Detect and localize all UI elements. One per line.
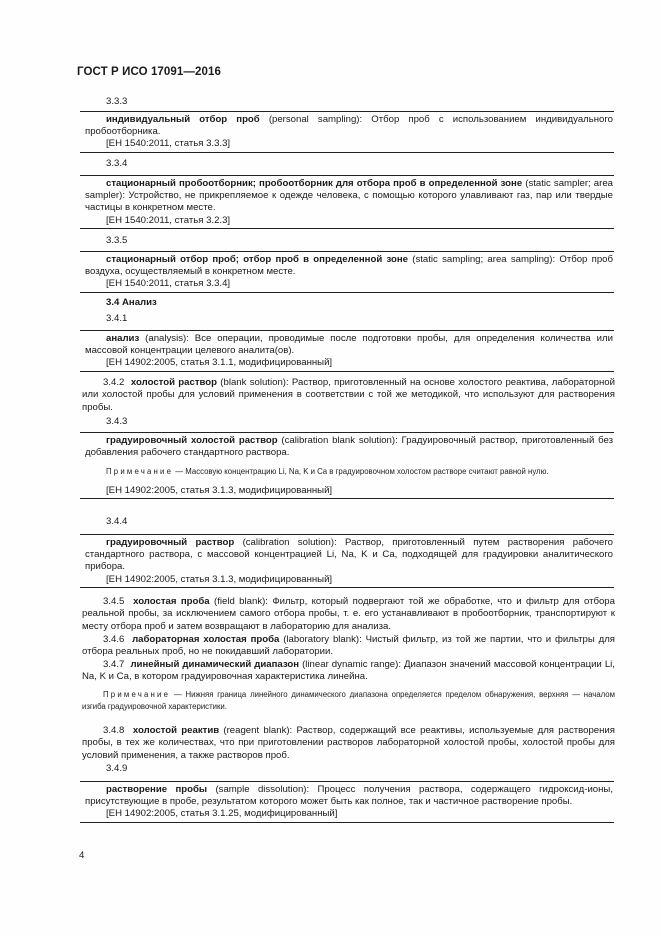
definition: (blank solution): Раствор, приготовленный на основе холостого реактива, лабораторной или холостой пробы для условий применения в соответствии с той же методикой, что используют для растворения пробы. bbox=[82, 377, 615, 413]
term-box bbox=[80, 175, 614, 229]
term-box bbox=[80, 534, 614, 588]
definition: (linear dynamic range): Диапазон значений массовой концентрации Li, Na, K и Ca, в котором градуировочная характеристика линейна. bbox=[82, 659, 615, 683]
definition: (calibration solution): Раствор, приготовленный путем растворения рабочего стандартного раствора, с массовой концентрацией Li, Na, K и Ca, подходящей для градуировки аналитического прибора. bbox=[85, 537, 613, 573]
definition: (personal sampling): Отбор проб с использованием индивидуального пробоотборника. bbox=[85, 114, 614, 138]
clause-number: 3.4.9 bbox=[106, 763, 128, 774]
clause-number: 3.4.5 bbox=[103, 596, 125, 607]
source-reference: [ЕН 14902:2005, статья 3.1.3, модифицированный] bbox=[106, 484, 333, 496]
definition: (static sampler; area sampler): Устройство, не прикрепляемое к одежде человека, с помощью которого улавливают газ, пар или твердые частицы в конкретном месте. bbox=[85, 178, 614, 214]
clause-number: 3.4.8 bbox=[103, 725, 125, 736]
term: холостая проба bbox=[133, 596, 210, 607]
term-box bbox=[80, 111, 614, 153]
note-text: — Массовую концентрацию Li, Na, K и Ca в градуировочном холостом растворе считают равной нулю. bbox=[173, 467, 549, 477]
term: линейный динамический диапазон bbox=[130, 659, 300, 670]
source-reference: [ЕН 14902:2005, статья 3.1.1, модифицированный] bbox=[106, 357, 333, 369]
note-text: — Нижняя граница линейного динамического диапазона определяется пределом обнаружения, верхняя — началом изгиба градуировочной характеристики. bbox=[82, 689, 615, 712]
clause-number: 3.4.6 bbox=[103, 634, 125, 645]
clause-number: 3.3.5 bbox=[106, 235, 128, 246]
source-reference: [ЕН 14902:2005, статья 3.1.25, модифицированный] bbox=[106, 808, 338, 820]
term: индивидуальный отбор проб bbox=[106, 114, 260, 125]
clause-number: 3.4.2 bbox=[103, 377, 125, 388]
definition: (static sampling; area sampling): Отбор проб воздуха, осуществляемый в конкретном месте. bbox=[85, 254, 613, 278]
term: растворение пробы bbox=[106, 784, 208, 795]
clause-number: 3.4.4 bbox=[106, 516, 128, 527]
term-paragraph bbox=[82, 725, 615, 762]
term: лабораторная холостая проба bbox=[132, 634, 280, 645]
term: градуировочный холостой раствор bbox=[106, 435, 278, 446]
note-label: Примечание bbox=[103, 689, 171, 699]
clause-number: 3.3.3 bbox=[106, 96, 128, 107]
term-paragraph bbox=[82, 596, 615, 633]
source-reference: [ЕН 1540:2011, статья 3.2.3] bbox=[106, 214, 231, 226]
definition: (laboratory blank): Чистый фильтр, из той же партии, что и фильтры для отбора реальных проб, но не покидавший лаборатории. bbox=[82, 634, 615, 658]
definition: (calibration blank solution): Градуировочный раствор, приготовленный без добавления рабочего стандартного раствора. bbox=[85, 435, 614, 459]
clause-number: 3.4.7 bbox=[103, 659, 125, 670]
term: стационарный отбор проб; отбор проб в определенной зоне bbox=[106, 254, 409, 265]
note-label: Примечание bbox=[106, 467, 174, 477]
definition: (sample dissolution): Процесс получения раствора, содержащего гидроксид-ионы, присутствующие в пробе, результатом которого может быть как полное, так и частичное растворение пробы. bbox=[85, 784, 613, 808]
term-paragraph bbox=[82, 377, 615, 414]
term: холостой реактив bbox=[132, 725, 220, 736]
clause-number: 3.3.4 bbox=[106, 158, 128, 169]
term-box bbox=[80, 781, 614, 823]
term: анализ bbox=[106, 333, 140, 344]
term-box bbox=[80, 330, 614, 372]
definition: (reagent blank): Раствор, содержащий все реактивы, используемые для растворения пробы, в тех же количествах, что при приготовлении растворов лабораторной холостой пробы, холостой пробы для условий применения, а также растворов проб. bbox=[82, 725, 615, 761]
term: холостой раствор bbox=[130, 377, 218, 388]
term-paragraph bbox=[82, 659, 615, 714]
source-reference: [ЕН 1540:2011, статья 3.3.3] bbox=[106, 138, 231, 150]
standard-header: ГОСТ Р ИСО 17091—2016 bbox=[77, 66, 222, 78]
definition: (analysis): Все операции, проводимые после подготовки пробы, для определения количества или массовой концентрации целевого аналита(ов). bbox=[85, 333, 613, 357]
term-box bbox=[80, 432, 614, 499]
clause-number: 3.4.3 bbox=[106, 416, 128, 427]
section-heading: 3.4 Анализ bbox=[106, 297, 157, 308]
term: градуировочный раствор bbox=[106, 537, 235, 548]
page-number: 4 bbox=[79, 850, 85, 861]
term: стационарный пробоотборник; пробоотборник для отбора проб в определенной зоне bbox=[106, 178, 523, 189]
term-box bbox=[80, 251, 614, 293]
definition: (field blank): Фильтр, который подвергают той же обработке, что и фильтр для отбора реальной пробы, за исключением самого отбора пробы, т. е. его устанавливают в пробоотборник, транспортируют к месту отбора проб и затем возвращают в лабораторию для анализа. bbox=[82, 596, 615, 632]
source-reference: [ЕН 14902:2005, статья 3.1.3, модифицированный] bbox=[106, 573, 333, 585]
term-paragraph bbox=[82, 634, 615, 659]
source-reference: [ЕН 1540:2011, статья 3.3.4] bbox=[106, 278, 231, 290]
clause-number: 3.4.1 bbox=[106, 313, 128, 324]
